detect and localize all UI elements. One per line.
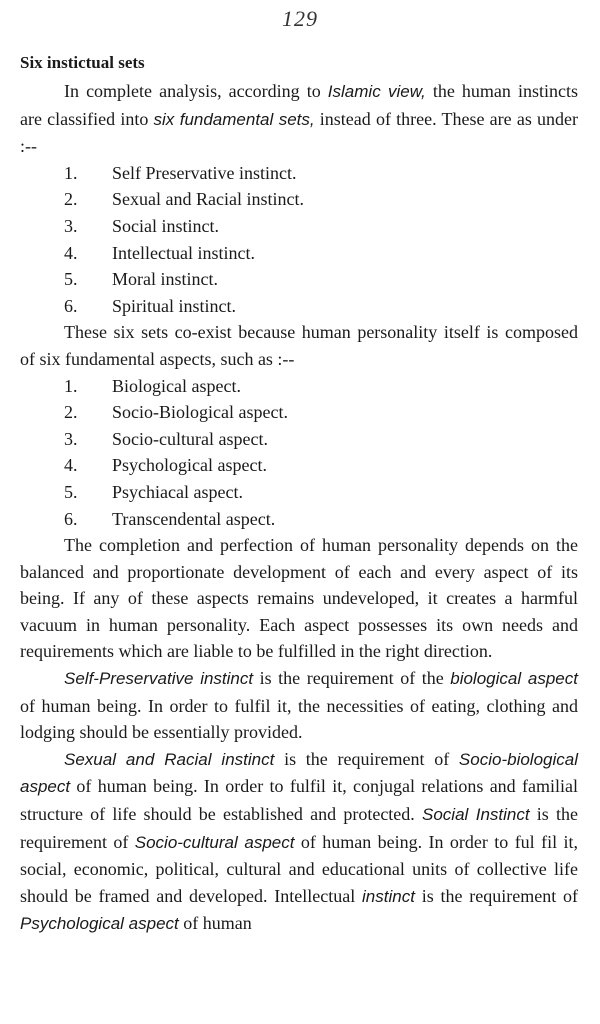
- emphasis-text: Socio-cultural aspect: [134, 832, 295, 852]
- list-text: Moral instinct.: [112, 269, 218, 290]
- emphasis-text: Self-Preservative instinct: [64, 669, 254, 689]
- emphasis-text: Socio-biological aspect: [20, 749, 578, 797]
- list-item: [20, 213, 578, 240]
- page-number: 129: [282, 6, 318, 31]
- list-item: [20, 186, 578, 213]
- paragraph-self-preservative: [20, 665, 578, 746]
- list-number: 5.: [64, 481, 78, 502]
- paragraph-aspects-intro: These six sets co-exist because human personality itself is composed of six fundamental aspects, such as :--: [20, 322, 578, 369]
- list-number: 4.: [64, 455, 78, 476]
- emphasis-text: six fundamental sets,: [153, 109, 315, 129]
- emphasis-text: Islamic view,: [327, 82, 426, 101]
- list-number: 3.: [64, 428, 78, 449]
- list-text: Social instinct.: [112, 215, 219, 236]
- list-text: Transcendental aspect.: [112, 508, 276, 529]
- text-span: instead of three. These are as under :--: [20, 108, 578, 157]
- list-number: 1.: [64, 375, 78, 396]
- paragraph-sexual-social: [20, 746, 578, 938]
- text-span: is the requirement of the: [253, 668, 451, 689]
- list-text: Self Preservative instinct.: [112, 162, 297, 183]
- list-item: [20, 266, 578, 293]
- list-number: 2.: [64, 402, 78, 423]
- list-text: Biological aspect.: [112, 375, 241, 396]
- text-span: of human being. In order to fulfil it, the necessities of eating, clothing and lodging should be essentially provided.: [20, 695, 578, 743]
- text-span: In complete analysis, according to: [64, 81, 328, 101]
- page-content: [20, 50, 578, 938]
- text-span: is the requirement of: [414, 885, 578, 906]
- list-text: Spiritual instinct.: [112, 295, 236, 316]
- emphasis-text: Sexual and Racial instinct: [64, 749, 275, 769]
- list-item: [20, 399, 578, 426]
- list-text: Socio-cultural aspect.: [112, 428, 268, 449]
- text-span: of human being. In order to ful fil it, social, economic, political, cultural and educational units of collective life should be framed and developed. Intellectual: [20, 831, 578, 906]
- list-item: [20, 373, 578, 400]
- list-number: 6.: [64, 295, 78, 316]
- list-item: [20, 240, 578, 267]
- emphasis-text: Psychological aspect: [20, 914, 179, 934]
- list-item: [20, 479, 578, 506]
- list-item: [20, 426, 578, 453]
- list-text: Socio-Biological aspect.: [112, 402, 288, 423]
- emphasis-text: biological aspect: [450, 669, 578, 689]
- list-number: 5.: [64, 269, 78, 290]
- list-number: 2.: [64, 189, 78, 210]
- list-number: 1.: [64, 162, 78, 183]
- text-span: is the requirement of: [20, 804, 578, 852]
- paragraph-completion: The completion and perfection of human personality depends on the balanced and proportionate development of each and every aspect of its being. If any of these aspects remains undeveloped, it creates a harmful vacuum in human personality. Each aspect possesses its own needs and requirements which are liable to be fulfilled in the right direction.: [20, 535, 578, 662]
- aspects-list: [20, 373, 578, 533]
- text-span: the human instincts are classified into: [20, 81, 578, 129]
- list-text: Psychological aspect.: [112, 455, 267, 476]
- list-text: Intellectual instinct.: [112, 242, 255, 263]
- list-text: Psychiacal aspect.: [112, 481, 243, 502]
- emphasis-text: instinct: [362, 886, 415, 906]
- list-item: [20, 293, 578, 320]
- list-item: [20, 506, 578, 533]
- paragraph-intro: [20, 78, 578, 160]
- text-span: of human being. In order to fulfil it, conjugal relations and familial structure of life should be established and protected.: [20, 776, 578, 825]
- text-span: of human: [178, 913, 252, 934]
- list-number: 4.: [64, 242, 78, 263]
- list-text: Sexual and Racial instinct.: [112, 189, 304, 210]
- list-number: 3.: [64, 215, 78, 236]
- list-number: 6.: [64, 508, 78, 529]
- list-item: [20, 160, 578, 187]
- text-span: is the requirement of: [274, 748, 459, 769]
- emphasis-text: Social Instinct: [422, 805, 530, 825]
- list-item: [20, 452, 578, 479]
- section-heading: Six instictual sets: [20, 53, 145, 72]
- instincts-list: [20, 160, 578, 320]
